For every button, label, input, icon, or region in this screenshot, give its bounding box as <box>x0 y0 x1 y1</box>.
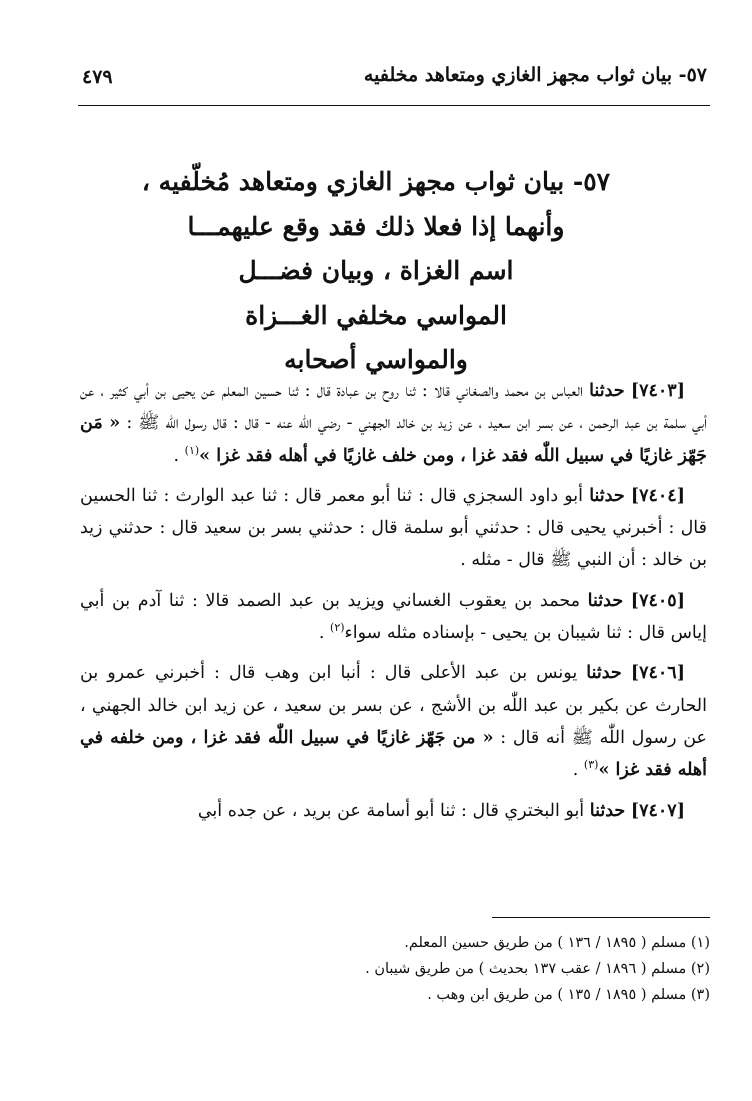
hadith-matn: « مَن جَهّز غازيًا في سبيل اللّٰه فقد غزا ، ومن خلف غازيًا في أهله فقد غزا » <box>80 413 707 466</box>
footnote-ref: (٢) <box>330 621 345 635</box>
chapter-title-line-1: ٥٧- بيان ثواب مجهز الغازي ومتعاهد مُخلّفيه ، <box>141 167 611 196</box>
hadith-isnad: أبو داود السجزي قال : ثنا أبو معمر قال : ثنا عبد الوارث : ثنا الحسين قال : أخبرني يحيى قال : حدثني أبو سلمة قال : حدثني بسر بن سعيد قال : حدثني زيد بن خالد : أن النبي ﷺ قال - مثله . <box>80 485 707 571</box>
footnote-rule <box>492 917 710 918</box>
hadith-isnad: أبو البختري قال : ثنا أبو أسامة عن بريد ، عن جده أبي <box>197 800 585 821</box>
footnotes <box>210 930 710 1008</box>
hadith-end: . <box>173 445 185 466</box>
hadith-isnad: محمد بن يعقوب الغساني ويزيد بن عبد الصمد قالا : ثنا آدم بن أبي إياس قال : ثنا شيبان بن يحيى - بإسناده مثله سواء <box>80 590 707 644</box>
hadith-number: [٧٤٠٣] <box>630 381 685 401</box>
haddathana-label: حدثنا <box>589 381 625 401</box>
hadith-number: [٧٤٠٦] <box>630 663 685 684</box>
hadith-7406 <box>80 657 707 786</box>
hadith-7407 <box>80 795 707 827</box>
hadith-matn: « من جَهّز غازيًا في سبيل اللّٰه فقد غزا ، ومن خلفه في أهله فقد غزا » <box>80 727 707 781</box>
hadith-text-body <box>80 375 707 835</box>
hadith-isnad: العباس بن محمد والصغاني قالا : ثنا روح بن عبادة قال : ثنا حسين المعلم عن يحيى بن أبي كثير ، عن أبي سلمة بن عبد الرحمن ، عن بسر ابن سعيد ، عن زيد بن خالد الجهني - رضي اللّٰه عنه - قال : قال رسول اللّٰه ﷺ : <box>80 381 707 434</box>
chapter-title-line-5: والمواسي أصحابه <box>284 345 468 374</box>
page-number: ٤٧٩ <box>82 66 113 88</box>
haddathana-label: حدثنا <box>587 590 624 611</box>
footnote-1: (١) مسلم ( ١٨٩٥ / ١٣٦ ) من طريق حسين المعلم. <box>404 935 710 951</box>
running-title: ٥٧- بيان ثواب مجهز الغازي ومتعاهد مخلفيه <box>363 64 707 86</box>
footnote-ref: (١) <box>184 443 200 457</box>
footnote-ref: (٣) <box>583 758 599 772</box>
hadith-end: . <box>318 623 331 644</box>
hadith-7404 <box>80 480 707 577</box>
chapter-title-line-3: اسم الغزاة ، وبيان فضـــل <box>238 256 514 285</box>
chapter-title-line-4: المواسي مخلفي الغـــزاة <box>245 300 507 330</box>
hadith-7405 <box>80 585 707 650</box>
haddathana-label: حدثنا <box>589 800 626 821</box>
footnote-3: (٣) مسلم ( ١٨٩٥ / ١٣٥ ) من طريق ابن وهب . <box>427 987 710 1003</box>
haddathana-label: حدثنا <box>589 485 625 506</box>
hadith-7403 <box>80 375 707 472</box>
hadith-number: [٧٤٠٤] <box>630 485 685 506</box>
footnote-2: (٢) مسلم ( ١٨٩٦ / عقب ١٣٧ بحديث ) من طريق شيبان . <box>365 961 710 977</box>
hadith-isnad: يونس بن عبد الأعلى قال : أنبا ابن وهب قال : أخبرني عمرو بن الحارث عن بكير بن عبد اللّٰه بن الأشج ، عن بسر بن سعيد ، عن زيد ابن خالد الجهني ، عن رسول اللّٰه ﷺ أنه قال : <box>80 663 707 748</box>
running-header <box>82 64 707 94</box>
header-rule <box>78 105 710 106</box>
hadith-number: [٧٤٠٧] <box>630 800 685 821</box>
chapter-title <box>90 160 662 383</box>
hadith-number: [٧٤٠٥] <box>630 590 685 611</box>
haddathana-label: حدثنا <box>586 663 622 684</box>
chapter-title-line-2: وأنهما إذا فعلا ذلك فقد وقع عليهمـــا <box>187 211 565 241</box>
hadith-end: . <box>572 760 584 781</box>
